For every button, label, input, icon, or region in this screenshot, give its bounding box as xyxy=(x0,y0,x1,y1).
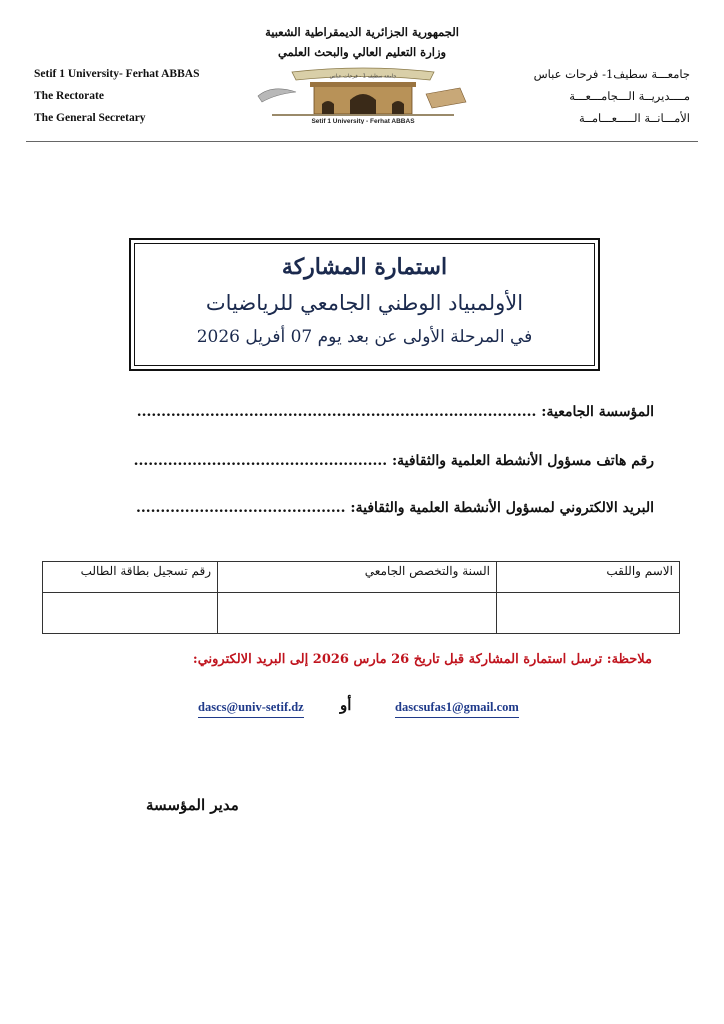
general-secretary-ar: الأمـــانــة الـــــعـــامــة xyxy=(578,111,690,125)
form-title-box xyxy=(129,238,600,371)
header-full-name: الاسم واللقب xyxy=(497,562,680,593)
form-title-inner xyxy=(134,243,595,366)
institution-field[interactable] xyxy=(137,404,654,420)
general-secretary-en: The General Secretary xyxy=(34,112,146,124)
header-year-specialty: السنة والتخصص الجامعي xyxy=(218,562,497,593)
email-link-secondary[interactable]: dascs@univ-setif.dz xyxy=(198,700,304,718)
phone-label: رقم هاتف مسؤول الأنشطة العلمية والثقافية: xyxy=(391,453,654,469)
table-header-row xyxy=(43,562,680,593)
ministry-name: وزارة التعليم العالي والبحث العلمي xyxy=(277,45,447,59)
email-label: البريد الالكتروني لمسؤول الأنشطة العلمية والثقافية: xyxy=(350,500,654,516)
rectorate-ar: مــــديريــة الـــجامـــعـــة xyxy=(569,89,690,103)
logo-banner-text: جامعة سطيف 1 - فرحات عباس xyxy=(329,73,397,80)
header-right-arabic xyxy=(534,63,690,129)
cell-year-specialty[interactable] xyxy=(218,593,497,634)
header-student-card: رقم تسجيل بطاقة الطالب xyxy=(43,562,218,593)
institution-label: المؤسسة الجامعية: xyxy=(541,404,654,420)
cell-full-name[interactable] xyxy=(497,593,680,634)
email-link-primary[interactable]: dascsufas1@gmail.com xyxy=(395,700,519,718)
header-left-english xyxy=(34,63,199,129)
participants-table xyxy=(42,561,680,634)
university-name-en: Setif 1 University- Ferhat ABBAS xyxy=(34,68,200,80)
form-title: استمارة المشاركة xyxy=(281,254,448,280)
director-signature-label: مدير المؤسسة xyxy=(146,796,239,814)
submission-note: ملاحظة: ترسل استمارة المشاركة قبل تاريخ 26 مارس 2026 إلى البريد الالكتروني: xyxy=(192,652,652,667)
institution-dots[interactable]: .................................................................................. xyxy=(136,404,537,420)
university-logo xyxy=(252,62,474,124)
olympiad-date: في المرحلة الأولى عن بعد يوم 07 أفريل 2026 xyxy=(196,327,533,347)
phone-dots[interactable]: .................................................... xyxy=(133,453,388,469)
logo-caption: Setif 1 University - Ferhat ABBAS xyxy=(311,118,415,124)
cell-student-card[interactable] xyxy=(43,593,218,634)
olympiad-name: الأولمبياد الوطني الجامعي للرياضيات xyxy=(205,291,524,315)
header-ministry xyxy=(220,22,504,62)
header-divider xyxy=(26,141,698,142)
republic-name: الجمهورية الجزائرية الديمقراطية الشعبية xyxy=(265,25,459,39)
table-row xyxy=(43,593,680,634)
email-field[interactable] xyxy=(136,500,654,516)
rectorate-en: The Rectorate xyxy=(34,90,104,102)
email-dots[interactable]: ........................................... xyxy=(135,500,346,516)
university-name-ar: جامعـــة سطيف1- فرحات عباس xyxy=(533,67,690,81)
phone-field[interactable] xyxy=(134,453,654,469)
or-text: أو xyxy=(340,696,352,714)
